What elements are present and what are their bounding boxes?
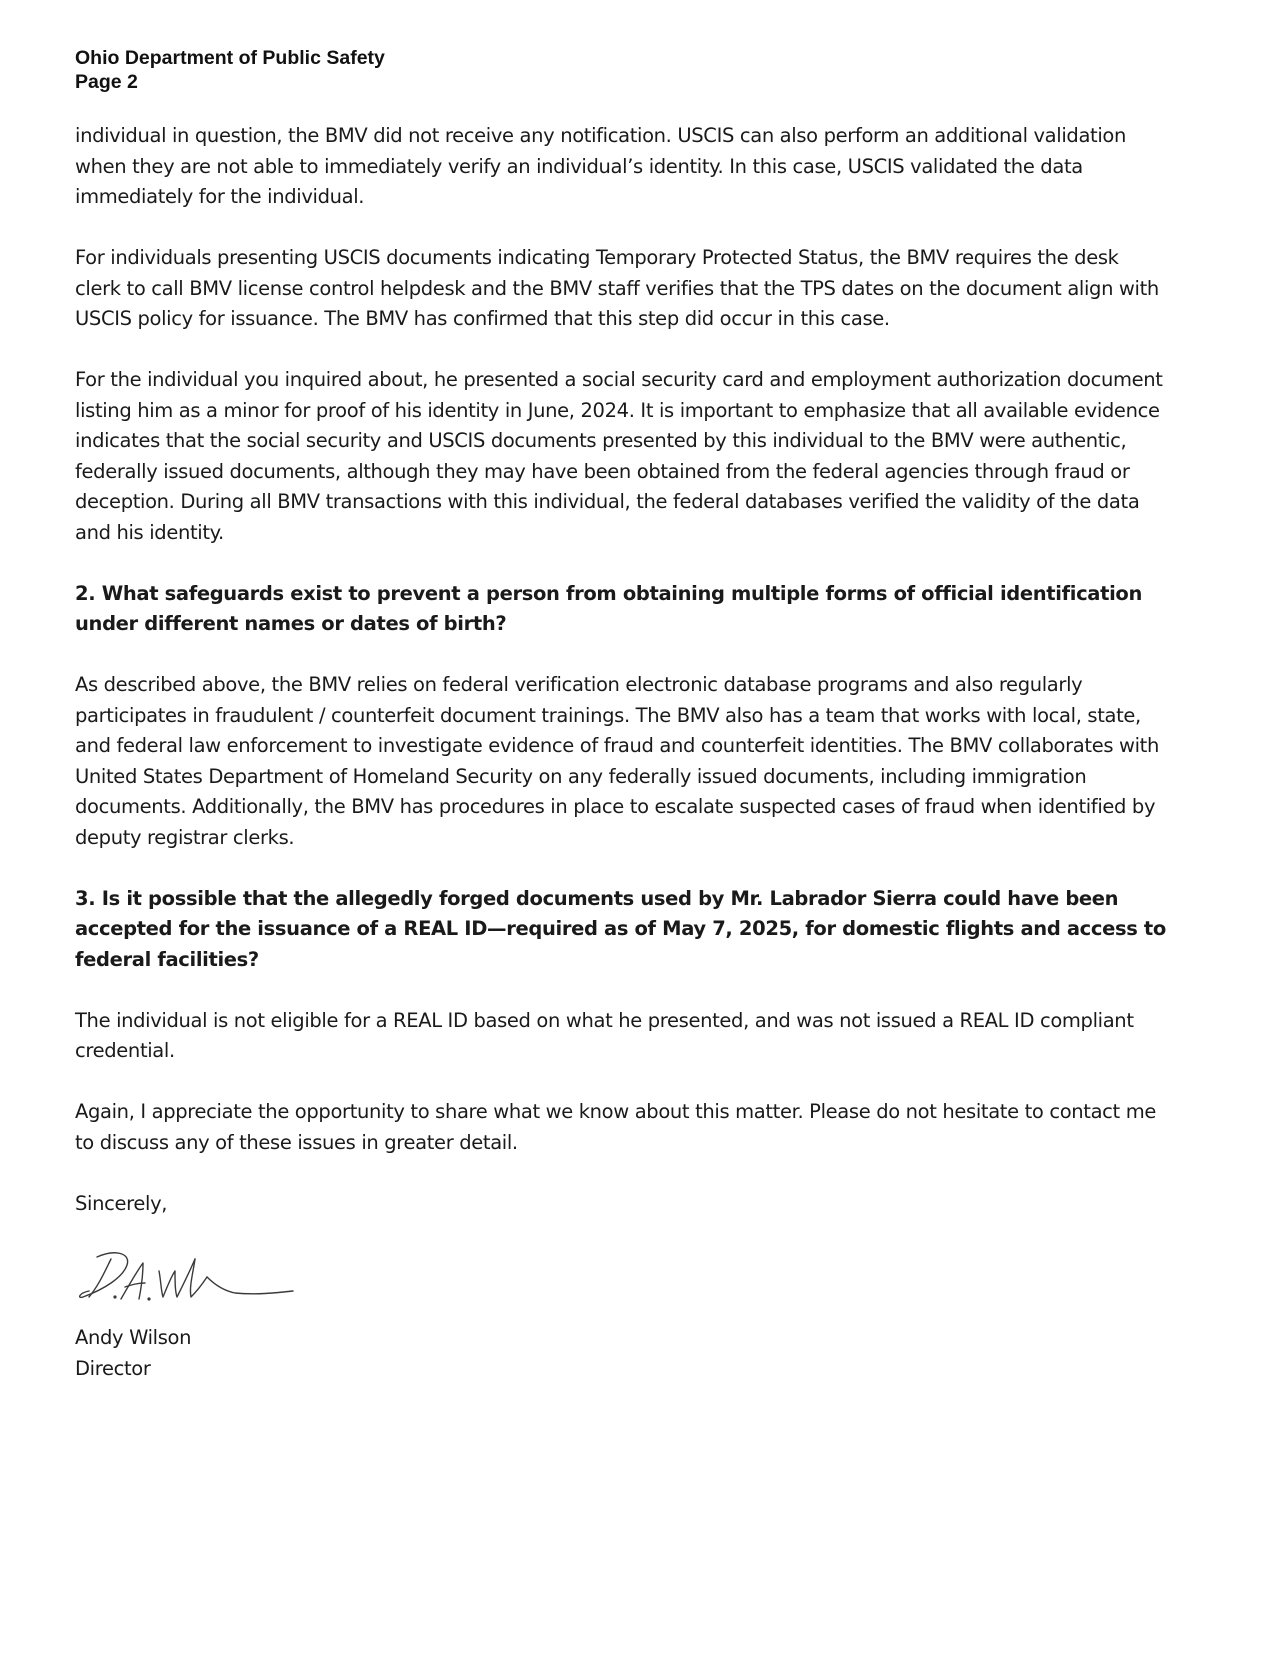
question-2-heading: 2. What safeguards exist to prevent a person from obtaining multiple forms of official identification under different names or dates of birth?: [75, 581, 1142, 635]
handwritten-signature-icon: [75, 1241, 295, 1311]
paragraph-tps-verification: For individuals presenting USCIS documents indicating Temporary Protected Status, the BMV requires the desk clerk to call BMV license control helpdesk and the BMV staff verifies that the TPS dates on the document align with USCIS policy for issuance. The BMV has confirmed that this step did occur in this case.: [75, 246, 1159, 330]
signer-title: Director: [75, 1356, 151, 1380]
letterhead: [75, 46, 1170, 94]
answer-3-paragraph: The individual is not eligible for a REAL ID based on what he presented, and was not issued a REAL ID compliant credential.: [75, 1008, 1134, 1062]
question-3-heading: 3. Is it possible that the allegedly forged documents used by Mr. Labrador Sierra could have been accepted for the issuance of a REAL ID—required as of May 7, 2025, for domestic flights and access to federal facilities?: [75, 886, 1166, 971]
signer-block: [75, 1323, 1170, 1384]
paragraph-uscis-validation: individual in question, the BMV did not receive any notification. USCIS can also perform an additional validation when they are not able to immediately verify an individual’s identity. In this case, USCIS validated the data immediately for the individual.: [75, 124, 1126, 208]
salutation: Sincerely,: [75, 1191, 168, 1215]
answer-2-paragraph: As described above, the BMV relies on federal verification electronic database programs and also regularly participates in fraudulent / counterfeit document trainings. The BMV also has a team that works with local, state, and federal law enforcement to investigate evidence of fraud and counterfeit identities. The BMV collaborates with United States Department of Homeland Security on any federally issued documents, including immigration documents. Additionally, the BMV has procedures in place to escalate suspected cases of fraud when identified by deputy registrar clerks.: [75, 673, 1159, 849]
organization-name: Ohio Department of Public Safety: [75, 47, 385, 69]
paragraph-individual-documents: For the individual you inquired about, he presented a social security card and employment authorization document listing him as a minor for proof of his identity in June, 2024. It is important to emphasize that all available evidence indicates that the social security and USCIS documents presented by this individual to the BMV were authentic, federally issued documents, although they may have been obtained from the federal agencies through fraud or deception. During all BMV transactions with this individual, the federal databases verified the validity of the data and his identity.: [75, 368, 1163, 544]
page-number: Page 2: [75, 71, 138, 93]
signer-name: Andy Wilson: [75, 1326, 192, 1349]
closing-paragraph: Again, I appreciate the opportunity to share what we know about this matter. Please do not hesitate to contact me to discuss any of these issues in greater detail.: [75, 1100, 1156, 1154]
letter-body: [75, 121, 1170, 1384]
